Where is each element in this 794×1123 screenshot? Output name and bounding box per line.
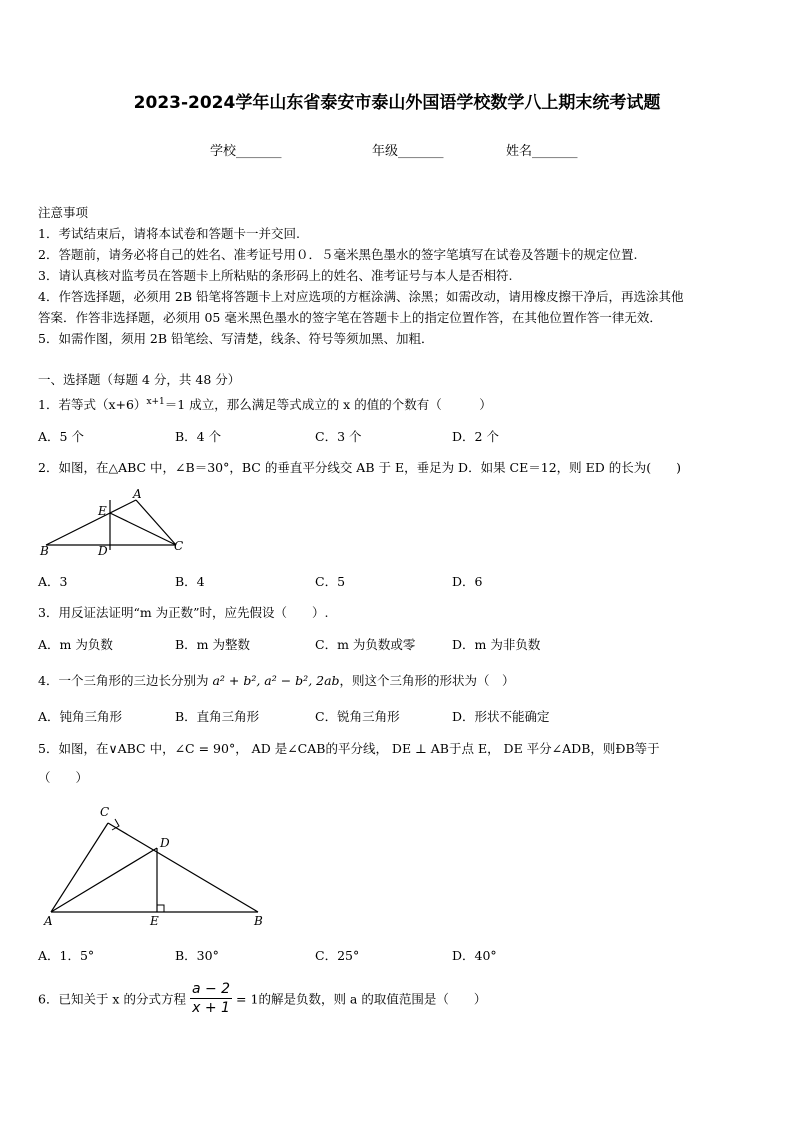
q5-option-b: B．30° bbox=[175, 948, 219, 963]
notice-item: 4．作答选择题，必须用 2B 铅笔将答题卡上对应选项的方框涂满、涂黑；如需改动，请用橡皮擦干净后，再选涂其他 bbox=[38, 289, 684, 304]
label-e: E bbox=[150, 914, 159, 928]
q1-option-c: C．3 个 bbox=[315, 429, 362, 444]
page-title: 2023-2024学年山东省泰安市泰山外国语学校数学八上期末统考试题 bbox=[133, 93, 661, 113]
q2-option-a: A．3 bbox=[38, 574, 68, 589]
question-6: 6．已知关于 x 的分式方程 $\frac{a - 2}{x + 1}$ = 1的解是负数，则 a 的取值范围是（ ） bbox=[38, 981, 487, 1016]
notice-heading: 注意事项 bbox=[38, 205, 89, 220]
q3-option-b: B．m 为整数 bbox=[175, 637, 251, 652]
q4-option-b: B．直角三角形 bbox=[175, 709, 260, 724]
question-4: 4．一个三角形的三边长分别为 a² + b², a² − b², 2ab，则这个三角形的形状为（ ） bbox=[38, 673, 515, 688]
question-5: 5．如图，在∨ABC 中，∠C = 90°， AD 是∠CAB的平分线， DE ⊥ AB于点 E， DE 平分∠ADB，则ÐB等于 bbox=[38, 741, 660, 756]
question-3: 3．用反证法证明“m 为正数”时，应先假设（ ）. bbox=[38, 605, 329, 620]
q1-option-b: B．4 个 bbox=[175, 429, 222, 444]
label-a: A bbox=[133, 487, 142, 501]
q3-option-a: A．m 为负数 bbox=[38, 637, 113, 652]
question-2: 2．如图，在△ABC 中，∠B＝30°，BC 的垂直平分线交 AB 于 E，垂足为 D．如果 CE＝12，则 ED 的长为( ) bbox=[38, 460, 681, 475]
q2-option-d: D．6 bbox=[452, 574, 483, 589]
notice-item: 3．请认真核对监考员在答题卡上所粘贴的条形码上的姓名、准考证号与本人是否相符. bbox=[38, 268, 513, 283]
label-d: D bbox=[98, 544, 108, 558]
label-b: B bbox=[40, 544, 49, 558]
notice-item: 5．如需作图，须用 2B 铅笔绘、写清楚，线条、符号等须加黑、加粗． bbox=[38, 331, 434, 346]
section-heading: 一、选择题（每题 4 分，共 48 分） bbox=[38, 372, 241, 387]
q2-triangle-diagram bbox=[36, 486, 188, 558]
label-c: C bbox=[100, 805, 110, 819]
q4-option-a: A．钝角三角形 bbox=[38, 709, 123, 724]
q5-option-a: A．1．5° bbox=[38, 948, 95, 963]
q3-option-c: C．m 为负数或零 bbox=[315, 637, 416, 652]
q4-option-c: C．锐角三角形 bbox=[315, 709, 400, 724]
q2-option-b: B．4 bbox=[175, 574, 205, 589]
grade-field: 年级_______ bbox=[372, 144, 444, 159]
school-field: 学校_______ bbox=[210, 144, 282, 159]
q4-option-d: D．形状不能确定 bbox=[452, 709, 550, 724]
notice-item: 1．考试结束后，请将本试卷和答题卡一并交回. bbox=[38, 226, 300, 241]
question-1: 1．若等式$(x+6)^{x+1}=1$ 成立，那么满足等式成立的 x 的值的个数有（ ） bbox=[38, 396, 492, 412]
q3-option-d: D．m 为非负数 bbox=[452, 637, 541, 652]
notice-item: 答案．作答非选择题，必须用 05 毫米黑色墨水的签字笔在答题卡上的指定位置作答，在其他位置作答一律无效． bbox=[38, 310, 662, 325]
name-field: 姓名_______ bbox=[506, 144, 578, 159]
fraction: $\frac{a - 2}{x + 1}$ bbox=[191, 981, 231, 1016]
q1-option-a: A．5 个 bbox=[38, 429, 84, 444]
label-c: C bbox=[174, 539, 184, 553]
notice-item: 2．答题前，请务必将自己的姓名、准考证号用０．５毫米黑色墨水的签字笔填写在试卷及答题卡的规定位置. bbox=[38, 247, 638, 262]
question-5-paren: （ ） bbox=[38, 770, 89, 785]
q1-option-d: D．2 个 bbox=[452, 429, 499, 444]
q2-option-c: C．5 bbox=[315, 574, 346, 589]
q5-option-d: D．40° bbox=[452, 948, 497, 963]
label-e: E bbox=[98, 504, 107, 518]
q5-option-c: C．25° bbox=[315, 948, 360, 963]
label-a: A bbox=[44, 914, 53, 928]
label-d: D bbox=[160, 836, 170, 850]
q5-triangle-diagram bbox=[40, 800, 270, 932]
label-b: B bbox=[254, 914, 263, 928]
